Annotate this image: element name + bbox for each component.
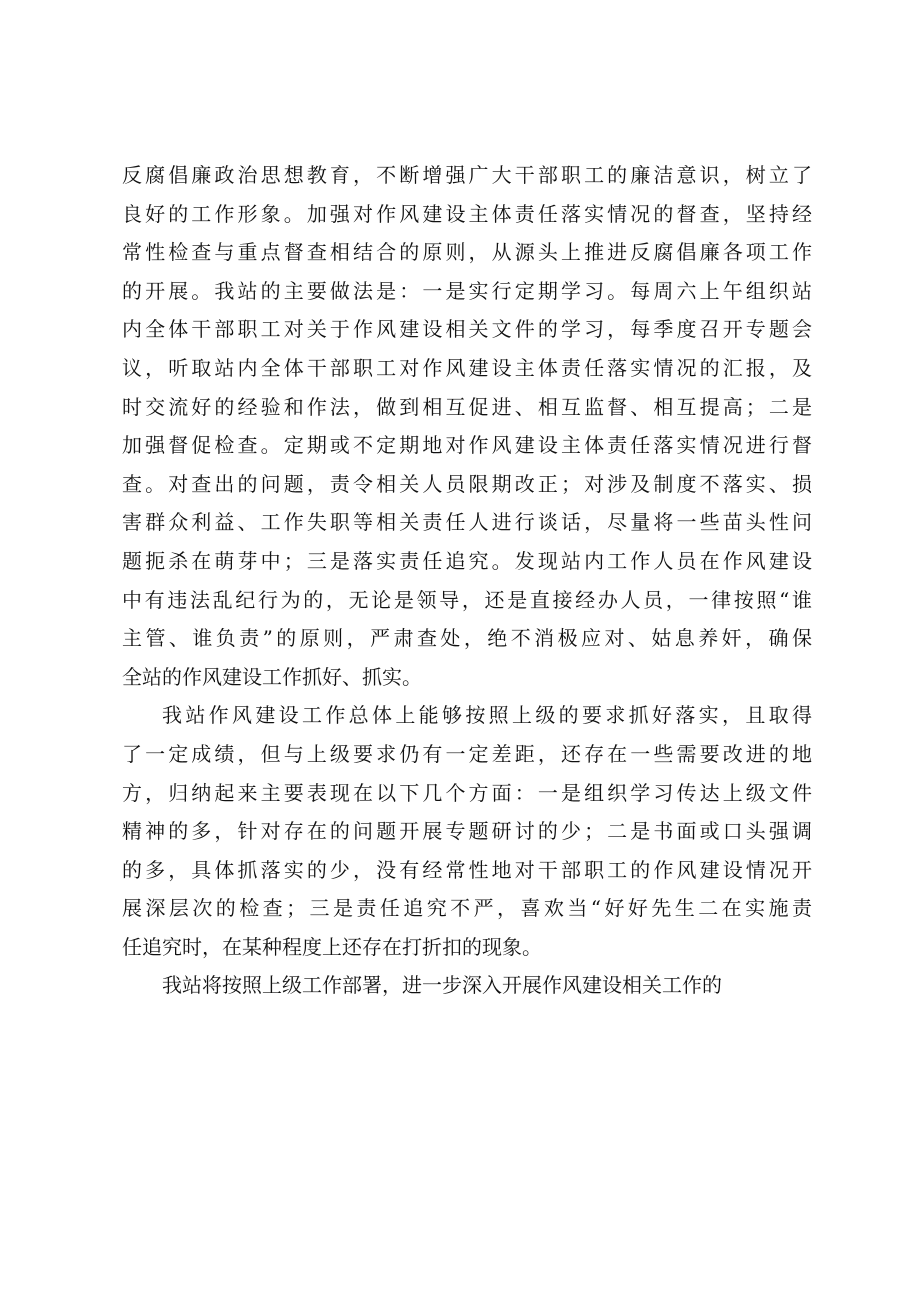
text-line: 我站作风建设工作总体上能够按照上级的要求抓好落实，且取得 <box>162 703 812 728</box>
text-line: 议，听取站内全体干部职工对作风建设主体责任落实情况的汇报，及 <box>122 355 812 380</box>
text-line: 展深层次的检查；三是责任追究不严，喜欢当“好好先生二在实施责 <box>122 896 812 921</box>
text-line: 了一定成绩，但与上级要求仍有一定差距，还存在一些需要改进的地 <box>122 741 812 766</box>
text-line: 方，归纳起来主要表现在以下几个方面：一是组织学习传达上级文件 <box>122 780 812 805</box>
text-line: 加强督促检查。定期或不定期地对作风建设主体责任落实情况进行督 <box>122 433 812 458</box>
text-line: 良好的工作形象。加强对作风建设主体责任落实情况的督查，坚持经 <box>122 201 812 226</box>
text-line: 的开展。我站的主要做法是：一是实行定期学习。每周六上午组织站 <box>122 278 812 303</box>
text-line: 害群众利益、工作失职等相关责任人进行谈话，尽量将一些苗头性问 <box>122 510 812 535</box>
text-line: 题扼杀在萌芽中；三是落实责任追究。发现站内工作人员在作风建设 <box>122 548 812 573</box>
text-line: 常性检查与重点督查相结合的原则，从源头上推进反腐倡廉各项工作 <box>122 240 812 265</box>
text-line: 任追究时，在某种程度上还存在打折扣的现象。 <box>122 934 542 959</box>
paragraph <box>122 966 812 1005</box>
text-line: 查。对查出的问题，责令相关人员限期改正；对涉及制度不落实、损 <box>122 471 812 496</box>
text-line: 的多，具体抓落实的少，没有经常性地对干部职工的作风建设情况开 <box>122 857 812 882</box>
text-line: 中有违法乱纪行为的，无论是领导，还是直接经办人员，一律按照“谁 <box>122 587 812 612</box>
text-line: 我站将按照上级工作部署，进一步深入开展作风建设相关工作的 <box>162 973 722 998</box>
paragraph <box>122 156 812 696</box>
text-line: 内全体干部职工对关于作风建设相关文件的学习，每季度召开专题会 <box>122 317 812 342</box>
text-line: 主管、谁负责”的原则，严肃查处，绝不消极应对、姑息养奸，确保 <box>122 626 812 651</box>
text-line: 反腐倡廉政治思想教育，不断增强广大干部职工的廉洁意识，树立了 <box>122 163 812 187</box>
document-body <box>122 156 812 1005</box>
paragraph <box>122 696 812 966</box>
text-line: 时交流好的经验和作法，做到相互促进、相互监督、相互提高；二是 <box>122 394 812 419</box>
text-line: 全站的作风建设工作抓好、抓实。 <box>122 664 422 689</box>
text-line: 精神的多，针对存在的问题开展专题研讨的少；二是书面或口头强调 <box>122 819 812 844</box>
